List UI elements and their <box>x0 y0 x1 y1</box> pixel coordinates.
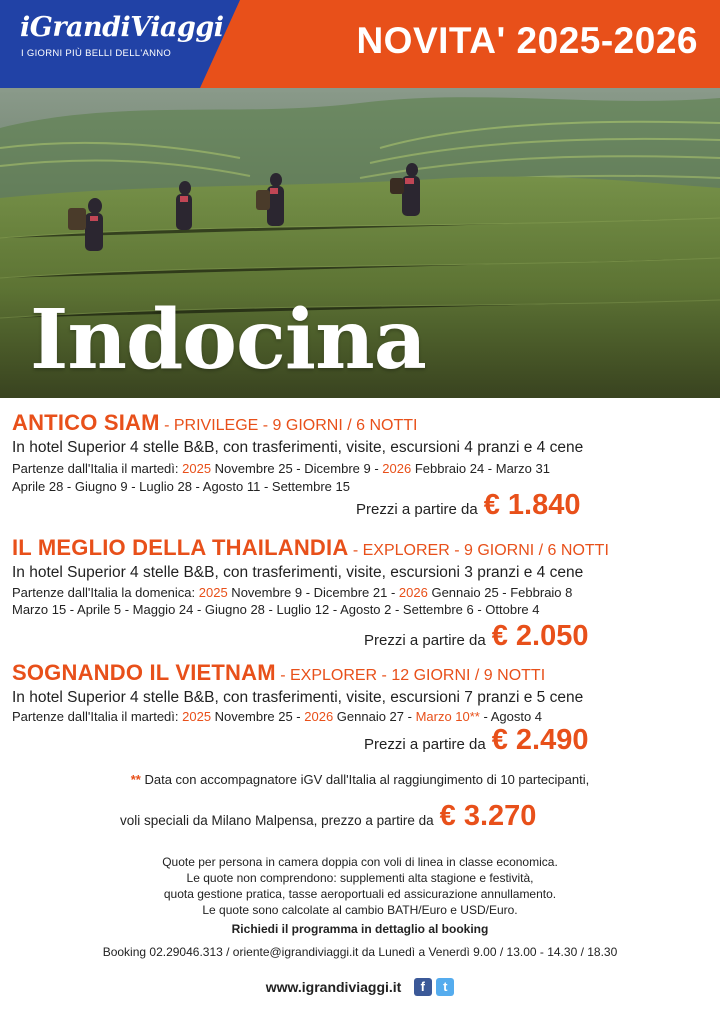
logo-wordmark: iGrandiViaggi <box>20 12 224 43</box>
special-price-value: € 3.270 <box>439 800 537 832</box>
offer-subtitle: - EXPLORER - 12 GIORNI / 9 NOTTI <box>275 667 546 684</box>
departures-text: Partenze dall'Italia il martedì: <box>12 461 183 476</box>
offer-departures-cont: Aprile 28 - Giugno 9 - Luglio 28 - Agosto 11 - Settembre 15 <box>12 479 350 494</box>
offer-subtitle: - EXPLORER - 9 GIORNI / 6 NOTTI <box>348 542 609 559</box>
offer-price <box>364 620 589 653</box>
departures-text: Gennaio 27 - <box>333 709 416 724</box>
offer-departures <box>12 461 550 476</box>
website-link[interactable]: www.igrandiviaggi.it <box>265 979 402 995</box>
booking-cta: Richiedi il programma in dettaglio al booking <box>231 922 489 936</box>
departures-text: Partenze dall'Italia il martedì: <box>12 709 183 724</box>
year-label: 2026 <box>398 585 428 600</box>
price-label: Prezzi a partire da <box>356 501 478 518</box>
special-price-label: voli speciali da Milano Malpensa, prezzo a partire da <box>120 813 434 828</box>
offer-departures <box>12 709 542 724</box>
website-row <box>0 978 720 996</box>
offer-description: In hotel Superior 4 stelle B&B, con trasferimenti, visite, escursioni 7 pranzi e 5 cene <box>12 689 584 706</box>
offer-departures-cont: Marzo 15 - Aprile 5 - Maggio 24 - Giugno 28 - Luglio 12 - Agosto 2 - Settembre 6 - Ottobre 4 <box>12 602 540 617</box>
logo-tagline: I GIORNI PIÙ BELLI DELL'ANNO <box>21 48 172 59</box>
price-value: € 2.490 <box>491 724 589 756</box>
offer-name: IL MEGLIO DELLA THAILANDIA <box>12 535 349 560</box>
departures-text: Febbraio 24 - Marzo 31 <box>411 461 550 476</box>
facebook-icon[interactable]: f <box>414 978 432 996</box>
special-price <box>120 800 536 833</box>
note-marker: ** <box>130 772 141 787</box>
departures-text: Gennaio 25 - Febbraio 8 <box>427 585 573 600</box>
offer-description: In hotel Superior 4 stelle B&B, con trasferimenti, visite, escursioni 4 pranzi e 4 cene <box>12 439 584 456</box>
offer-price <box>364 724 589 757</box>
special-date: Marzo 10** <box>415 709 480 724</box>
terms-line: Le quote non comprendono: supplementi alta stagione e festività, <box>186 871 534 885</box>
price-label: Prezzi a partire da <box>364 736 486 753</box>
departures-text: Novembre 25 - <box>211 709 305 724</box>
offer-subtitle: - PRIVILEGE - 9 GIORNI / 6 NOTTI <box>159 417 418 434</box>
special-note <box>0 772 720 787</box>
departures-text: - Agosto 4 <box>479 709 543 724</box>
year-label: 2025 <box>198 585 228 600</box>
terms-line: quota gestione pratica, tasse aeroportuali ed assicurazione annullamento. <box>163 887 557 901</box>
price-value: € 1.840 <box>483 489 581 521</box>
page-title: NOVITA' 2025-2026 <box>356 20 698 61</box>
header <box>0 0 720 88</box>
offer-vietnam-title <box>12 660 545 686</box>
offer-thailandia-title <box>12 535 609 561</box>
year-label: 2026 <box>304 709 334 724</box>
departures-text: Novembre 25 - Dicembre 9 - <box>211 461 383 476</box>
departures-text: Novembre 9 - Dicembre 21 - <box>227 585 399 600</box>
offer-departures <box>12 585 572 600</box>
offer-description: In hotel Superior 4 stelle B&B, con trasferimenti, visite, escursioni 3 pranzi e 4 cene <box>12 564 584 581</box>
offer-antico-siam-title <box>12 410 417 436</box>
price-value: € 2.050 <box>491 620 589 652</box>
offer-price <box>356 489 581 522</box>
offer-name: ANTICO SIAM <box>12 410 160 435</box>
offer-name: SOGNANDO IL VIETNAM <box>12 660 276 685</box>
twitter-icon[interactable]: t <box>436 978 454 996</box>
terms-line: Quote per persona in camera doppia con voli di linea in classe economica. <box>162 855 558 869</box>
destination-title: Indocina <box>30 292 426 388</box>
price-label: Prezzi a partire da <box>364 632 486 649</box>
hero-image <box>0 88 720 398</box>
booking-contacts: Booking 02.29046.313 / oriente@igrandiviaggi.it da Lunedì a Venerdì 9.00 / 13.00 - 14.30 / 18.30 <box>102 945 618 959</box>
year-label: 2026 <box>382 461 412 476</box>
terms-line: Le quote sono calcolate al cambio BATH/Euro e USD/Euro. <box>202 903 518 917</box>
year-label: 2025 <box>182 461 212 476</box>
year-label: 2025 <box>182 709 212 724</box>
note-text: Data con accompagnatore iGV dall'Italia al raggiungimento di 10 partecipanti, <box>140 772 590 787</box>
logo <box>0 0 260 88</box>
departures-text: Partenze dall'Italia la domenica: <box>12 585 199 600</box>
